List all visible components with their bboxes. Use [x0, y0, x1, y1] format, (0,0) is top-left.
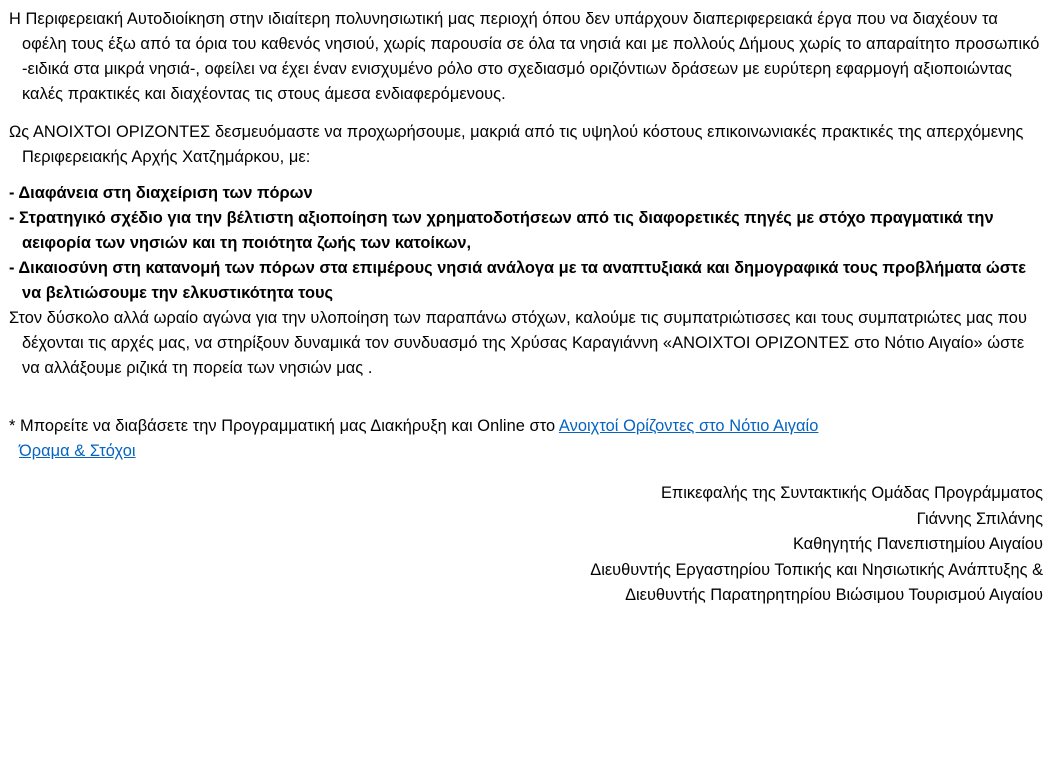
signature-title-professor: Καθηγητής Πανεπιστημίου Αιγαίου [792, 535, 1043, 553]
closing-paragraph: Στον δύσκολο αλλά ωραίο αγώνα για την υλοποίηση των παραπάνω στόχων, καλούμε τις συμπατριώτισσες και τους συμπατριώτες μας που δέχονται τις αρχές μας, να στηρίξουν δυναμικά τον συνδυασμό της Χρύσας Καραγιάννη «ΑΝΟΙΧΤΟΙ ΟΡΙΖΟΝΤΕΣ στο Νότιο Αιγαίο» ώστε να αλλάξουμε ριζικά τη πορεία των νησιών μας . [9, 309, 1027, 377]
signature-name: Γιάννης Σπιλάνης [916, 509, 1043, 528]
document-body [9, 7, 1045, 609]
program-note [9, 414, 1045, 464]
signature-block [9, 481, 1045, 609]
commitment-paragraph: Ως ΑΝΟΙΧΤΟΙ ΟΡΙΖΟΝΤΕΣ δεσμευόμαστε να προχωρήσουμε, μακριά από τις υψηλού κόστους επικοινωνιακές πρακτικές της απερχόμενης Περιφερειακής Αρχής Χατζημάρκου, με: [9, 123, 1024, 166]
signature-title-lab-director: Διευθυντής Εργαστηρίου Τοπικής και Νησιωτικής Ανάπτυξης & [590, 560, 1043, 579]
link-open-horizons[interactable]: Ανοιχτοί Ορίζοντες στο Νότιο Αιγαίο [558, 417, 819, 435]
signature-role: Επικεφαλής της Συντακτικής Ομάδας Προγράμματος [661, 484, 1043, 502]
link-vision-goals[interactable]: Όραμα & Στόχοι [19, 442, 136, 460]
bullet-strategic-plan: - Στρατηγικό σχέδιο για την βέλτιστη αξιοποίηση των χρηματοδοτήσεων από τις διαφορετικές πηγές με στόχο πραγματικά την αειφορία των νησιών και τη ποιότητα ζωής των κατοίκων, [9, 209, 994, 252]
signature-title-observatory-director: Διευθυντής Παρατηρητηρίου Βιώσιμου Τουρισμού Αιγαίου [625, 586, 1043, 604]
intro-paragraph: Η Περιφερειακή Αυτοδιοίκηση στην ιδιαίτερη πολυνησιωτική μας περιοχή όπου δεν υπάρχουν διαπεριφερειακά έργα που να διαχέουν τα οφέλη τους έξω από τα όρια του καθενός νησιού, χωρίς παρουσία σε όλα τα νησιά και με πολλούς Δήμους χωρίς το απαραίτητο προσωπικό -ειδικά στα μικρά νησιά-, οφείλει να έχει έναν ενισχυμένο ρόλο στο σχεδιασμό οριζόντιων δράσεων με ευρύτερη εφαρμογή αξιοποιώντας καλές πρακτικές και διαχέοντας τις στους άμεσα ενδιαφερόμενους. [9, 10, 1040, 103]
program-note-text: * Μπορείτε να διαβάσετε την Προγραμματική μας Διακήρυξη και Online στο [9, 417, 559, 435]
bullet-fair-allocation: - Δικαιοσύνη στη κατανομή των πόρων στα επιμέρους νησιά ανάλογα με τα αναπτυξιακά και δημογραφικά τους προβλήματα ώστε να βελτιώσουμε την ελκυστικότητα τους [9, 259, 1027, 302]
bullet-transparency: - Διαφάνεια στη διαχείριση των πόρων [9, 184, 313, 202]
